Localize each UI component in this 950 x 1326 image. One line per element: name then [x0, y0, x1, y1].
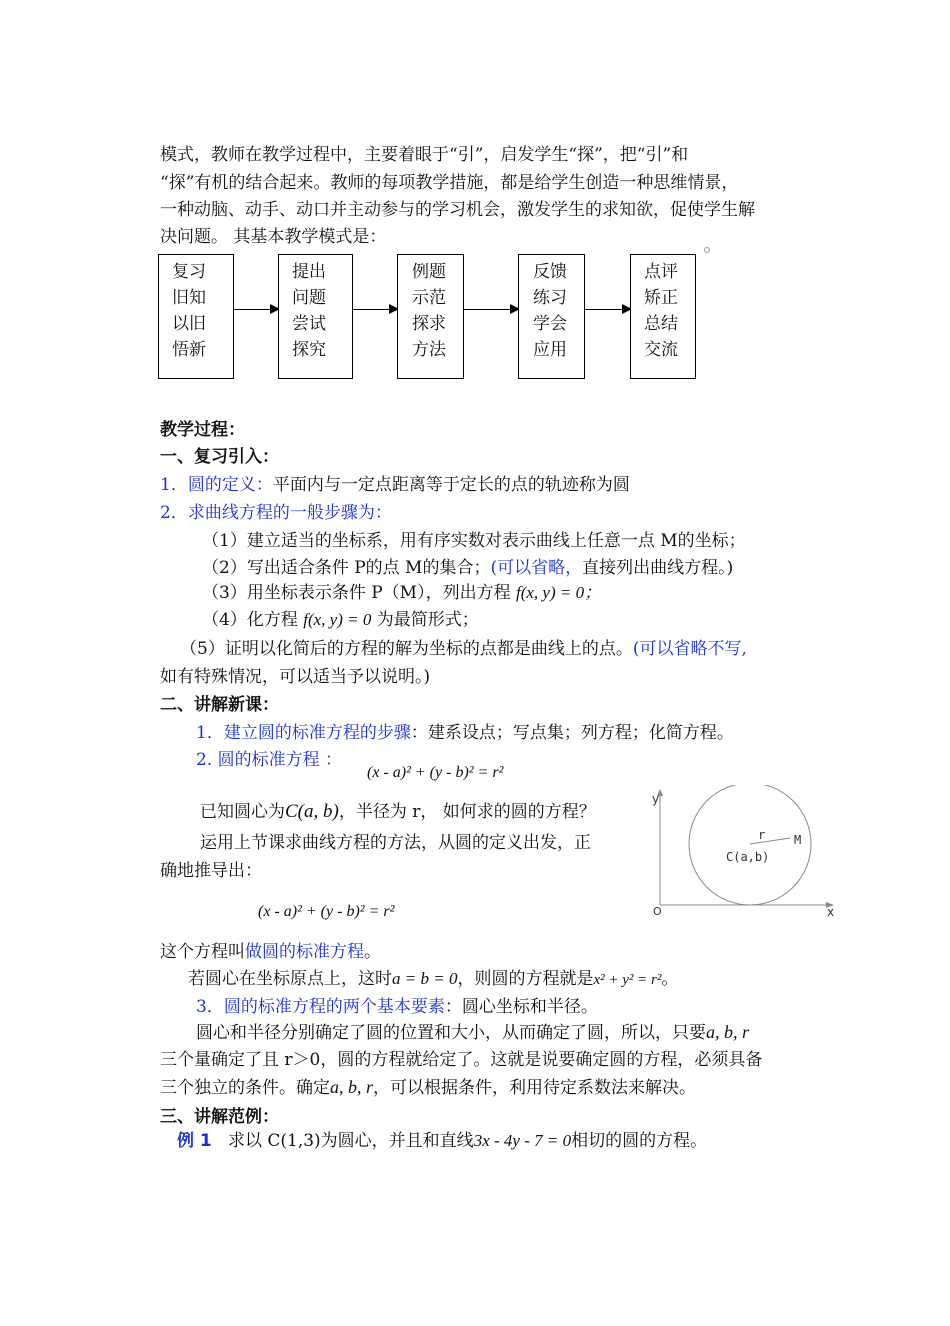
- derive-line-1: 运用上节课求曲线方程的方法，从圆的定义出发，正: [200, 833, 591, 853]
- derived-equation: (x - a)² + (y - b)² = r²: [258, 903, 395, 920]
- flow-box-question: 提出 问题 尝试 探究: [278, 254, 353, 379]
- example-1: 例 1 求以 C(1,3)为圆心，并且和直线3x - 4y - 7 = 0相切的圆的方程。: [177, 1131, 708, 1151]
- radius-label: r: [758, 828, 766, 842]
- step-1: （1）建立适当的坐标系，用有序实数对表示曲线上任意一点 M的坐标；: [202, 531, 746, 551]
- flow-box-example: 例题 示范 探求 方法: [397, 254, 464, 379]
- x-axis-label: x: [827, 905, 835, 919]
- step-5: （5）证明以化简后的方程的解为坐标的点都是曲线上的点。(可以省略不写,: [180, 639, 747, 659]
- circle-definition: 1．圆的定义：平面内与一定点距离等于定长的点的轨迹称为圆: [160, 475, 630, 495]
- flow-arrow-4: [585, 309, 630, 310]
- intro-line-3: 一种动脑、动手、动口并主动参与的学习机会，激发学生的求知欲，促使学生解: [160, 200, 755, 220]
- flow-arrow-2: [353, 309, 397, 310]
- derive-line-2: 确地推导出：: [160, 861, 262, 881]
- step-5-continued: 如有特殊情况，可以适当予以说明。): [160, 667, 431, 687]
- intro-line-2: “探”有机的结合起来。教师的每项教学措施，都是给学生创造一种思维情景，: [160, 173, 739, 193]
- equation-named: 这个方程叫做圆的标准方程。: [160, 942, 381, 962]
- y-axis-label: y: [652, 792, 660, 806]
- section-3-heading: 三、讲解范例：: [160, 1107, 279, 1127]
- process-title: 教学过程：: [160, 420, 245, 440]
- paragraph-mark: [704, 247, 710, 253]
- determine-line-3: 三个独立的条件。确定a, b, r，可以根据条件，利用待定系数法来解决。: [160, 1077, 697, 1098]
- flow-arrow-3: [464, 309, 518, 310]
- intro-line-4: 决问题。 其基本教学模式是：: [160, 227, 387, 247]
- standard-equation-steps: 1．建立圆的标准方程的步骤：建系设点；写点集；列方程；化简方程。: [196, 723, 734, 743]
- known-center-text: 已知圆心为C(a, b)，半径为 r， 如何求的圆的方程？: [200, 801, 596, 822]
- center-label: C(a,b): [726, 850, 770, 864]
- flow-box-comment: 点评 矫正 总结 交流: [630, 254, 696, 379]
- determine-line-1: 圆心和半径分别确定了圆的位置和大小，从而确定了圆，所以，只要a, b, r: [196, 1022, 750, 1043]
- two-elements: 3．圆的标准方程的两个基本要素：圆心坐标和半径。: [196, 997, 598, 1017]
- standard-equation-label: 2. 圆的标准方程 ：: [196, 750, 343, 770]
- circle-coordinate-figure: [650, 785, 840, 920]
- section-1-heading: 一、复习引入：: [160, 447, 279, 467]
- step-4: （4）化方程 f(x, y) = 0 为最简形式；: [202, 610, 479, 630]
- flow-arrow-1: [234, 309, 278, 310]
- standard-equation-formula: (x - a)² + (y - b)² = r²: [367, 764, 504, 781]
- determine-line-2: 三个量确定了且 r＞0，圆的方程就给定了。这就是说要确定圆的方程，必须具备: [160, 1050, 763, 1070]
- step-2: （2）写出适合条件 P的点 M的集合；(可以省略，直接列出曲线方程。): [202, 558, 734, 578]
- origin-label: O: [653, 905, 662, 918]
- flow-box-feedback: 反馈 练习 学会 应用: [518, 254, 585, 379]
- flow-box-review: 复习 旧知 以旧 悟新: [158, 254, 234, 379]
- section-2-heading: 二、讲解新课：: [160, 695, 279, 715]
- circle-shape: [689, 785, 811, 905]
- radius-line: [750, 838, 790, 844]
- point-m-label: M: [794, 833, 802, 847]
- origin-case: 若圆心在坐标原点上，这时a = b = 0，则圆的方程就是x² + y² = r²。: [188, 969, 679, 989]
- intro-line-1: 模式，教师在教学过程中，主要着眼于“引”，启发学生“探”，把“引”和: [160, 145, 689, 165]
- curve-steps-label: 2．求曲线方程的一般步骤为：: [160, 503, 392, 523]
- step-3: （3）用坐标表示条件 P（M），列出方程 f(x, y) = 0；: [202, 583, 602, 603]
